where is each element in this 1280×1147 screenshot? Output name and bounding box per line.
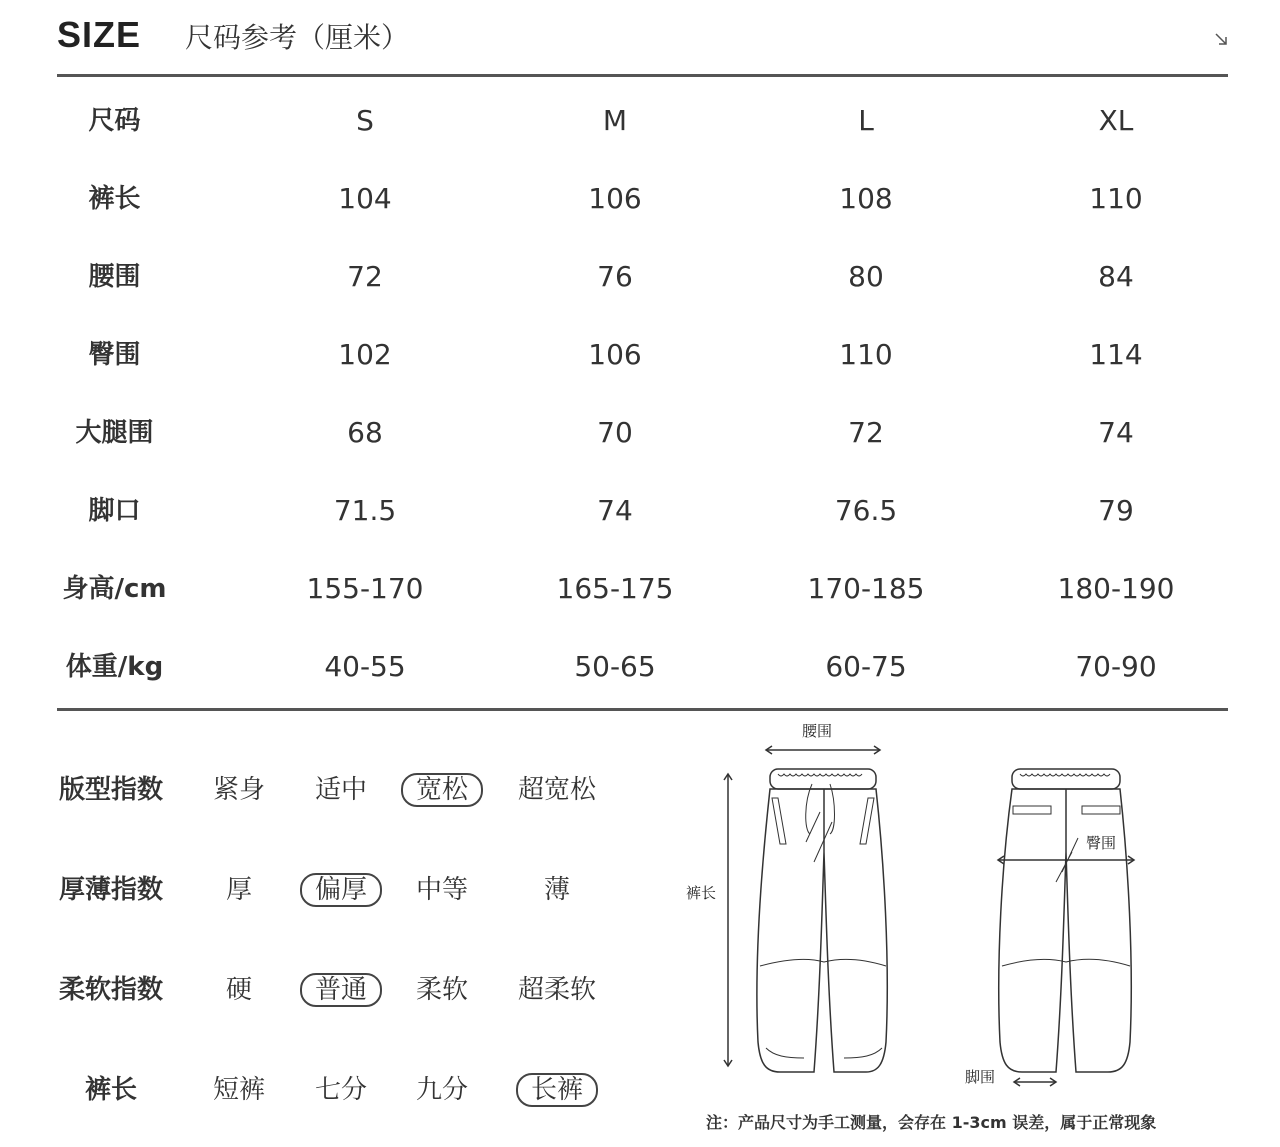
option-text: 柔软 <box>415 975 468 1005</box>
length-label: 裤长 <box>686 884 717 902</box>
table-cell: 60-75 <box>825 650 907 683</box>
page-subtitle: 尺码参考（厘米） <box>185 21 410 54</box>
table-row <box>57 394 1228 472</box>
table-cell: 76.5 <box>834 494 898 527</box>
back-pants <box>998 769 1134 1086</box>
table-header-row <box>57 82 1228 160</box>
row-label: 臀围 <box>88 340 141 370</box>
index-option <box>296 740 386 840</box>
selected-pill: 偏厚 <box>300 873 382 907</box>
index-option <box>512 740 602 840</box>
size-m-header: M <box>602 104 628 137</box>
index-option-selected <box>296 840 386 940</box>
index-option-selected <box>512 1040 602 1140</box>
row-label: 体重/kg <box>65 652 164 682</box>
option-text: 短裤 <box>212 1075 265 1105</box>
size-title: SIZE <box>57 14 142 55</box>
table-cell: 155-170 <box>306 572 424 605</box>
index-option <box>397 940 487 1040</box>
index-row-length <box>57 1040 637 1140</box>
bottom-divider <box>57 708 1228 711</box>
table-cell: 110 <box>839 338 893 371</box>
table-cell: 76 <box>597 260 633 293</box>
index-option <box>194 840 284 940</box>
index-option <box>194 940 284 1040</box>
table-cell: 70 <box>597 416 633 449</box>
index-option <box>397 840 487 940</box>
size-table <box>57 82 1228 706</box>
index-option <box>512 940 602 1040</box>
index-label: 厚薄指数 <box>58 875 163 905</box>
table-cell: 72 <box>347 260 383 293</box>
page-header <box>57 8 1228 68</box>
table-cell: 102 <box>338 338 392 371</box>
option-text: 超柔软 <box>517 975 596 1005</box>
selected-pill: 长裤 <box>516 1073 598 1107</box>
table-cell: 165-175 <box>556 572 674 605</box>
table-row <box>57 628 1228 706</box>
index-option <box>194 740 284 840</box>
table-cell: 180-190 <box>1057 572 1175 605</box>
table-row <box>57 550 1228 628</box>
table-cell: 108 <box>839 182 893 215</box>
option-text: 超宽松 <box>517 775 596 805</box>
measurement-note: 注：产品尺寸为手工测量，会存在 1-3cm 误差，属于正常现象 <box>706 1113 1157 1132</box>
table-cell: 114 <box>1089 338 1143 371</box>
index-label: 柔软指数 <box>58 975 163 1005</box>
top-divider <box>57 74 1228 77</box>
index-option-selected <box>397 740 487 840</box>
option-text: 适中 <box>314 775 367 805</box>
table-cell: 106 <box>588 338 642 371</box>
table-cell: 104 <box>338 182 392 215</box>
table-cell: 68 <box>347 416 383 449</box>
table-cell: 74 <box>597 494 633 527</box>
row-label: 身高/cm <box>62 574 167 604</box>
table-cell: 74 <box>1098 416 1134 449</box>
table-cell: 84 <box>1098 260 1134 293</box>
option-text: 九分 <box>415 1075 468 1105</box>
size-xl-header: XL <box>1098 104 1134 137</box>
index-row-fit <box>57 740 637 840</box>
hem-label: 脚围 <box>965 1068 996 1086</box>
table-cell: 70-90 <box>1075 650 1157 683</box>
option-text: 中等 <box>415 875 468 905</box>
table-cell: 71.5 <box>333 494 397 527</box>
table-cell: 50-65 <box>574 650 656 683</box>
table-cell: 110 <box>1089 182 1143 215</box>
size-l-header: L <box>858 104 874 137</box>
table-cell: 170-185 <box>807 572 925 605</box>
table-row <box>57 160 1228 238</box>
row-label: 脚口 <box>88 496 141 526</box>
option-text: 紧身 <box>212 775 265 805</box>
table-cell: 72 <box>848 416 884 449</box>
waist-label: 腰围 <box>802 722 833 740</box>
fit-indices <box>57 740 637 1140</box>
table-cell: 80 <box>848 260 884 293</box>
index-row-thickness <box>57 840 637 940</box>
hip-label: 臀围 <box>1086 834 1117 852</box>
row-label: 大腿围 <box>75 418 154 448</box>
table-cell: 40-55 <box>324 650 406 683</box>
index-label: 裤长 <box>84 1075 137 1105</box>
arrow-down-right-icon <box>1214 32 1228 46</box>
index-option <box>296 1040 386 1140</box>
table-cell: 79 <box>1098 494 1134 527</box>
index-option <box>397 1040 487 1140</box>
index-option <box>512 840 602 940</box>
table-row <box>57 472 1228 550</box>
index-row-softness <box>57 940 637 1040</box>
pants-diagram <box>680 712 1180 1112</box>
selected-pill: 普通 <box>300 973 382 1007</box>
header-label: 尺码 <box>88 106 141 136</box>
pants-drawing <box>680 712 1180 1112</box>
size-s-header: S <box>356 104 374 137</box>
row-label: 裤长 <box>88 184 141 214</box>
front-pants <box>757 769 887 1072</box>
table-row <box>57 238 1228 316</box>
table-row <box>57 316 1228 394</box>
index-label: 版型指数 <box>58 775 163 805</box>
option-text: 薄 <box>543 875 570 905</box>
index-option <box>194 1040 284 1140</box>
selected-pill: 宽松 <box>401 773 483 807</box>
table-cell: 106 <box>588 182 642 215</box>
option-text: 七分 <box>314 1075 367 1105</box>
option-text: 厚 <box>225 875 252 905</box>
index-option-selected <box>296 940 386 1040</box>
option-text: 硬 <box>225 975 252 1005</box>
row-label: 腰围 <box>88 262 141 292</box>
